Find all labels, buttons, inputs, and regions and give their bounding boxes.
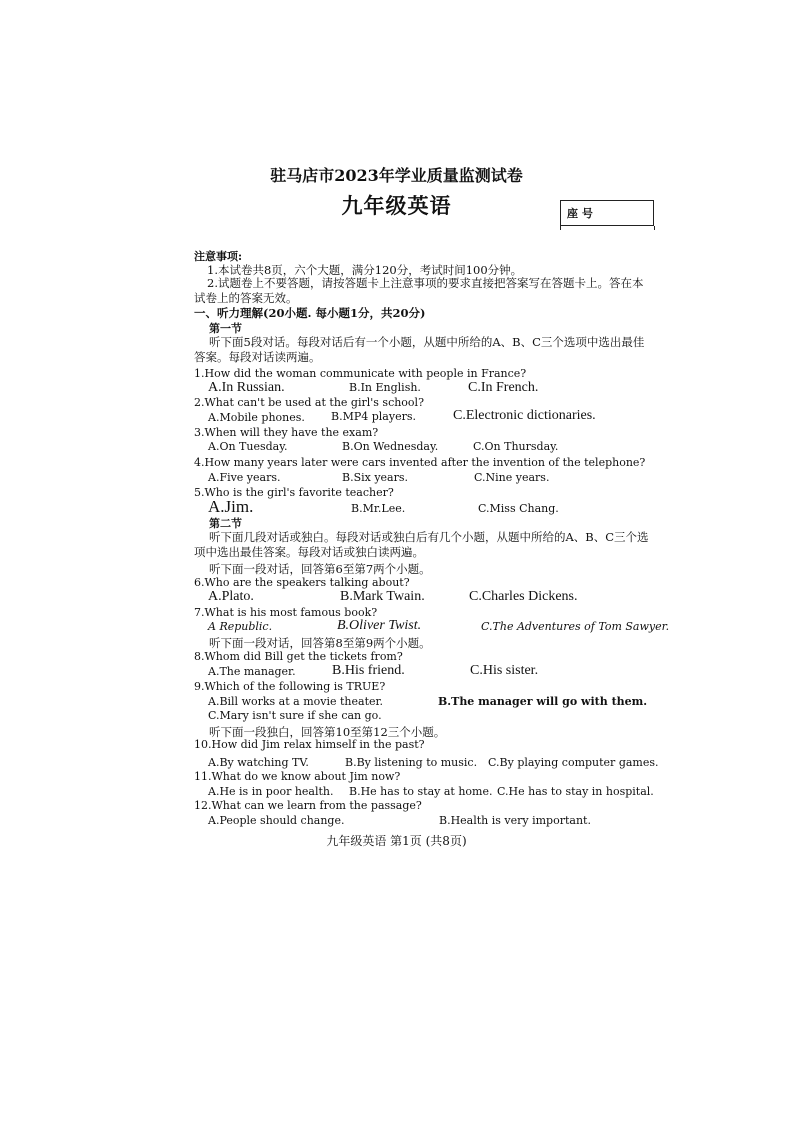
q2-option-b: B.MP4 players. bbox=[331, 410, 416, 423]
seat-number-box bbox=[560, 200, 654, 226]
section2-label: 第二节 bbox=[209, 517, 242, 530]
q2-option-a: A.Mobile phones. bbox=[208, 411, 305, 424]
question-8: 8.Whom did Bill get the tickets from? bbox=[194, 650, 403, 663]
q8-option-b: B.His friend. bbox=[332, 663, 405, 678]
q6-option-a: A.Plato. bbox=[208, 589, 254, 604]
q4-option-c: C.Nine years. bbox=[474, 471, 550, 484]
q11-option-a: A.He is in poor health. bbox=[208, 785, 334, 798]
q5-option-b: B.Mr.Lee. bbox=[351, 502, 406, 515]
question-9: 9.Which of the following is TRUE? bbox=[194, 680, 386, 693]
notes-item-1: 1.本试卷共8页，六个大题，满分120分，考试时间100分钟。 bbox=[207, 263, 523, 277]
q1-option-b: B.In English. bbox=[349, 381, 421, 394]
q4-option-a: A.Five years. bbox=[208, 471, 281, 484]
question-3: 3.When will they have the exam? bbox=[194, 426, 379, 439]
q12-option-b: B.Health is very important. bbox=[439, 814, 591, 827]
seat-box-underline bbox=[560, 226, 655, 230]
q12-option-a: A.People should change. bbox=[208, 814, 345, 827]
q7-option-b: B.Oliver Twist. bbox=[337, 618, 422, 633]
notes-item-2: 2.试题卷上不要答题，请按答题卡上注意事项的要求直接把答案写在答题卡上。答在本试卷上的答案无效。 bbox=[194, 276, 644, 305]
q1-option-a: A.In Russian. bbox=[208, 380, 285, 395]
sub-instruction-1: 听下面一段对话，回答第6至第7两个小题。 bbox=[209, 562, 431, 576]
seat-number-label: 座 号 bbox=[567, 207, 593, 220]
q5-option-a: A.Jim. bbox=[208, 497, 254, 516]
q9-option-a: A.Bill works at a movie theater. bbox=[208, 695, 384, 708]
q7-option-a: A Republic. bbox=[208, 620, 273, 633]
q7-option-c: C.The Adventures of Tom Sawyer. bbox=[481, 620, 670, 633]
part1-heading: 一、听力理解(20小题. 每小题1分，共20分) bbox=[194, 306, 426, 320]
q3-option-a: A.On Tuesday. bbox=[208, 440, 288, 453]
q3-option-c: C.On Thursday. bbox=[473, 440, 559, 453]
question-6: 6.Who are the speakers talking about? bbox=[194, 576, 410, 589]
q1-option-c: C.In French. bbox=[468, 380, 539, 395]
q11-option-c: C.He has to stay in hospital. bbox=[497, 785, 654, 798]
question-10: 10.How did Jim relax himself in the past? bbox=[194, 738, 425, 751]
q6-option-c: C.Charles Dickens. bbox=[469, 589, 578, 604]
question-2: 2.What can't be used at the girl's school? bbox=[194, 396, 424, 409]
q9-option-b: B.The manager will go with them. bbox=[438, 695, 648, 708]
section2-instruction: 听下面几段对话或独白。每段对话或独白后有几个小题，从题中所给的A、B、C三个选项中选出最佳答案。每段对话或独白读两遍。 bbox=[194, 530, 649, 559]
q4-option-b: B.Six years. bbox=[342, 471, 409, 484]
q11-option-b: B.He has to stay at home. bbox=[349, 785, 493, 798]
question-1: 1.How did the woman communicate with people in France? bbox=[194, 367, 527, 380]
q5-option-c: C.Miss Chang. bbox=[478, 502, 559, 515]
section1-instruction: 听下面5段对话。每段对话后有一个小题，从题中所给的A、B、C三个选项中选出最佳答案。每段对话读两遍。 bbox=[194, 335, 645, 364]
question-12: 12.What can we learn from the passage? bbox=[194, 799, 422, 812]
question-7: 7.What is his most famous book? bbox=[194, 606, 378, 619]
question-5: 5.Who is the girl's favorite teacher? bbox=[194, 486, 394, 499]
q10-option-c: C.By playing computer games. bbox=[488, 756, 659, 769]
exam-title: 驻马店市2023年学业质量监测试卷 bbox=[270, 166, 523, 185]
q10-option-b: B.By listening to music. bbox=[345, 756, 478, 769]
q6-option-b: B.Mark Twain. bbox=[340, 589, 425, 604]
question-11: 11.What do we know about Jim now? bbox=[194, 770, 401, 783]
q2-option-c: C.Electronic dictionaries. bbox=[453, 408, 596, 423]
q8-option-a: A.The manager. bbox=[208, 665, 296, 678]
section1-label: 第一节 bbox=[209, 322, 242, 335]
q10-option-a: A.By watching TV. bbox=[208, 756, 309, 769]
q8-option-c: C.His sister. bbox=[470, 663, 539, 678]
sub-instruction-2: 听下面一段对话，回答第8至第9两个小题。 bbox=[209, 636, 431, 650]
sub-instruction-3: 听下面一段独白，回答第10至第12三个小题。 bbox=[209, 725, 446, 739]
q9-option-c: C.Mary isn't sure if she can go. bbox=[208, 709, 382, 722]
question-4: 4.How many years later were cars invented after the invention of the telephone? bbox=[194, 456, 646, 469]
page-footer: 九年级英语 第1页 (共8页) bbox=[326, 834, 467, 848]
notes-heading: 注意事项: bbox=[194, 250, 243, 263]
exam-subject: 九年级英语 bbox=[341, 193, 452, 218]
q3-option-b: B.On Wednesday. bbox=[342, 440, 439, 453]
